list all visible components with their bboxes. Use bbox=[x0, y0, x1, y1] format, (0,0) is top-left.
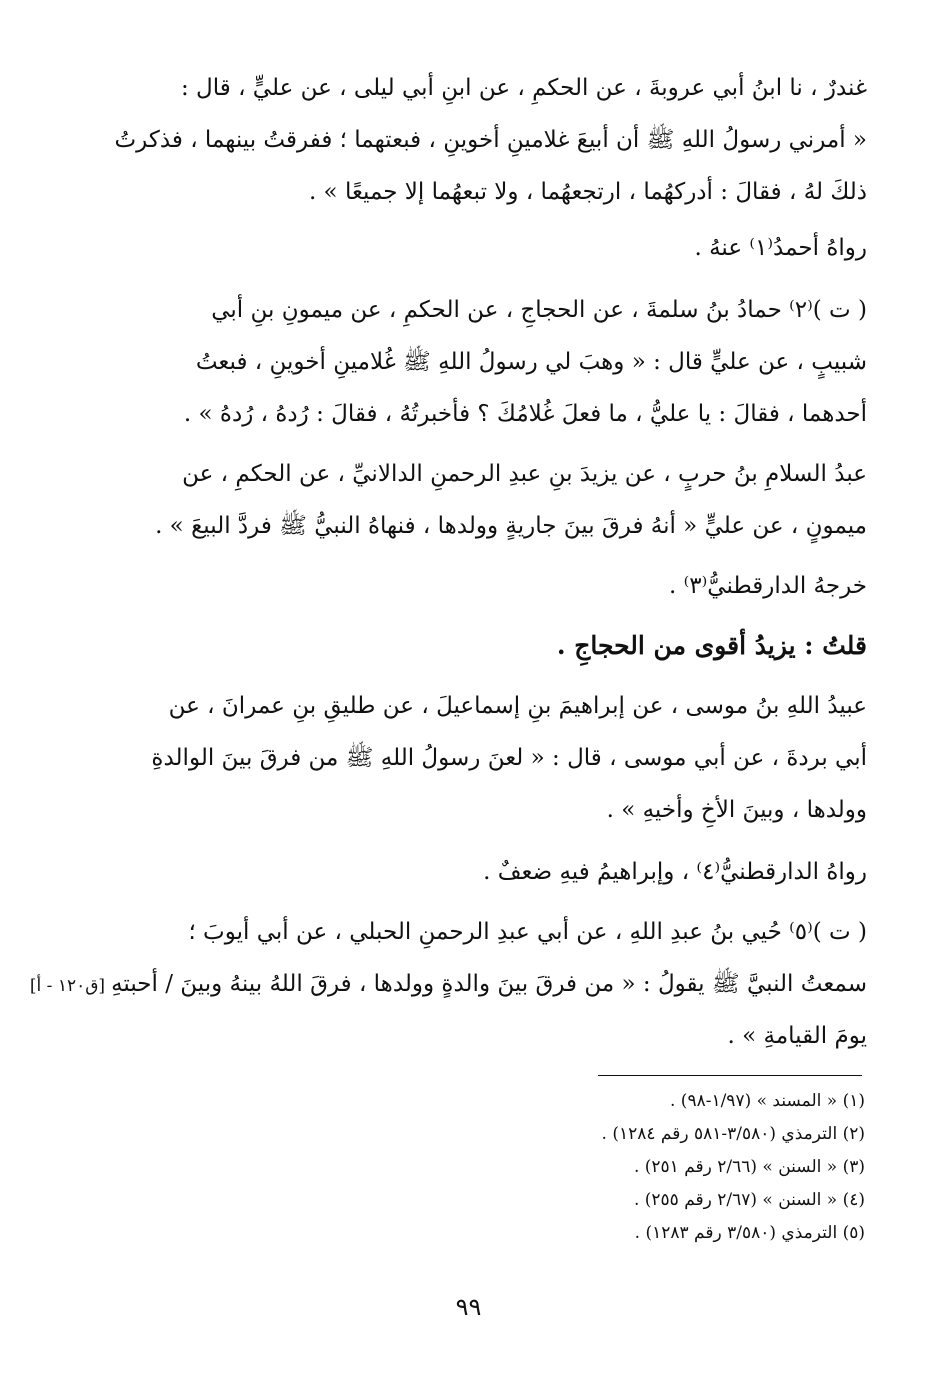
text-line: يومَ القيامةِ » . bbox=[727, 1023, 867, 1049]
text-line: « أمرني رسولُ اللهِ ﷺ أن أبيعَ غلامينِ أخوينِ ، فبعتهما ؛ ففرقتُ بينهما ، فذكرتُ bbox=[114, 127, 867, 153]
text-line: رواهُ الدارقطنيُّ⁽٤⁾ ، وإبراهيمُ فيهِ ضعفٌ . bbox=[483, 859, 867, 885]
paragraph-attribution-ahmad bbox=[162, 222, 867, 274]
text-line: أحدهما ، فقالَ : يا عليُّ ، ما فعلَ غُلامُكَ ؟ فأخبرتُهُ ، فقالَ : رُدهُ ، رُدهُ » . bbox=[183, 401, 867, 427]
page-number: ٩٩ bbox=[455, 1293, 482, 1321]
footnote: (٤) « السنن » (٢/٦٧ رقم ٢٥٥) . bbox=[633, 1190, 865, 1210]
paragraph-hadith-huyay bbox=[29, 906, 867, 1062]
text-line: قلتُ : يزيدُ أقوى من الحجاجِ . bbox=[556, 631, 867, 660]
paragraph-attribution-daraqutni bbox=[162, 560, 867, 612]
text-line: خرجهُ الدارقطنيُّ⁽٣⁾ . bbox=[669, 573, 867, 599]
text-line: عبدُ السلامِ بنُ حربٍ ، عن يزيدَ بنِ عبدِ الرحمنِ الدالانيِّ ، عن الحكمِ ، عن bbox=[182, 461, 867, 487]
text-line: ذلكَ لهُ ، فقالَ : أدركهُما ، ارتجعهُما ، ولا تبعهُما إلا جميعًا » . bbox=[308, 179, 867, 205]
text-line: ( ت )⁽٥⁾ حُيي بنُ عبدِ اللهِ ، عن أبي عبدِ الرحمنِ الحبلي ، عن أبي أيوبَ ؛ bbox=[188, 919, 867, 945]
text-line: ميمونٍ ، عن عليٍّ « أنهُ فرقَ بينَ جاريةٍ وولدها ، فنهاهُ النبيُّ ﷺ فردَّ البيعَ » . bbox=[155, 513, 867, 539]
footnote: (١) « المسند » (١/٩٧-٩٨) . bbox=[669, 1091, 865, 1111]
paragraph-hadith-abdussalam bbox=[155, 448, 867, 552]
text-line: غندرٌ ، نا ابنُ أبي عروبةَ ، عن الحكمِ ، عن ابنِ أبي ليلى ، عن عليٍّ ، قال : bbox=[180, 75, 867, 101]
text-line-content: سمعتُ النبيَّ ﷺ يقولُ : « من فرقَ بينَ والدةٍ وولدها ، فرقَ اللهُ بينهُ وبينَ / أحبتهِ bbox=[111, 971, 867, 997]
text-line: عبيدُ اللهِ بنُ موسى ، عن إبراهيمَ بنِ إسماعيلَ ، عن طليقِ بنِ عمرانَ ، عن bbox=[168, 693, 867, 719]
footnote: (٢) الترمذي (٣/٥٨٠-٥٨١ رقم ١٢٨٤) . bbox=[601, 1124, 865, 1144]
text-line: شبيبٍ ، عن عليٍّ قال : « وهبَ لي رسولُ اللهِ ﷺ غُلامينِ أخوينِ ، فبعتُ bbox=[195, 349, 867, 375]
footnote: (٥) الترمذي (٣/٥٨٠ رقم ١٢٨٣) . bbox=[634, 1223, 865, 1243]
paragraph-hadith-ubaidullah bbox=[151, 680, 867, 836]
paragraph-attribution-daraqutni-2 bbox=[162, 846, 867, 898]
footnotes bbox=[165, 1085, 865, 1250]
paragraph-hadith-hammad bbox=[162, 284, 867, 440]
footnote: (٣) « السنن » (٢/٦٦ رقم ٢٥١) . bbox=[633, 1157, 865, 1177]
text-line: أبي بردةَ ، عن أبي موسى ، قال : « لعنَ رسولُ اللهِ ﷺ من فرقَ بينَ الوالدةِ bbox=[151, 745, 867, 771]
text-line bbox=[29, 958, 867, 1010]
footnote-separator bbox=[598, 1075, 862, 1076]
text-line: وولدها ، وبينَ الأخِ وأخيهِ » . bbox=[606, 797, 867, 823]
text-line: رواهُ أحمدُ⁽١⁾ عنهُ . bbox=[694, 235, 867, 261]
paragraph-hadith-ghundar bbox=[114, 62, 867, 218]
manuscript-folio-marker: [ق١٢٠ - أ] bbox=[29, 976, 106, 996]
author-remark-heading bbox=[162, 620, 867, 672]
text-line: ( ت )⁽٢⁾ حمادُ بنُ سلمةَ ، عن الحجاجِ ، عن الحكمِ ، عن ميمونِ بنِ أبي bbox=[211, 297, 867, 323]
